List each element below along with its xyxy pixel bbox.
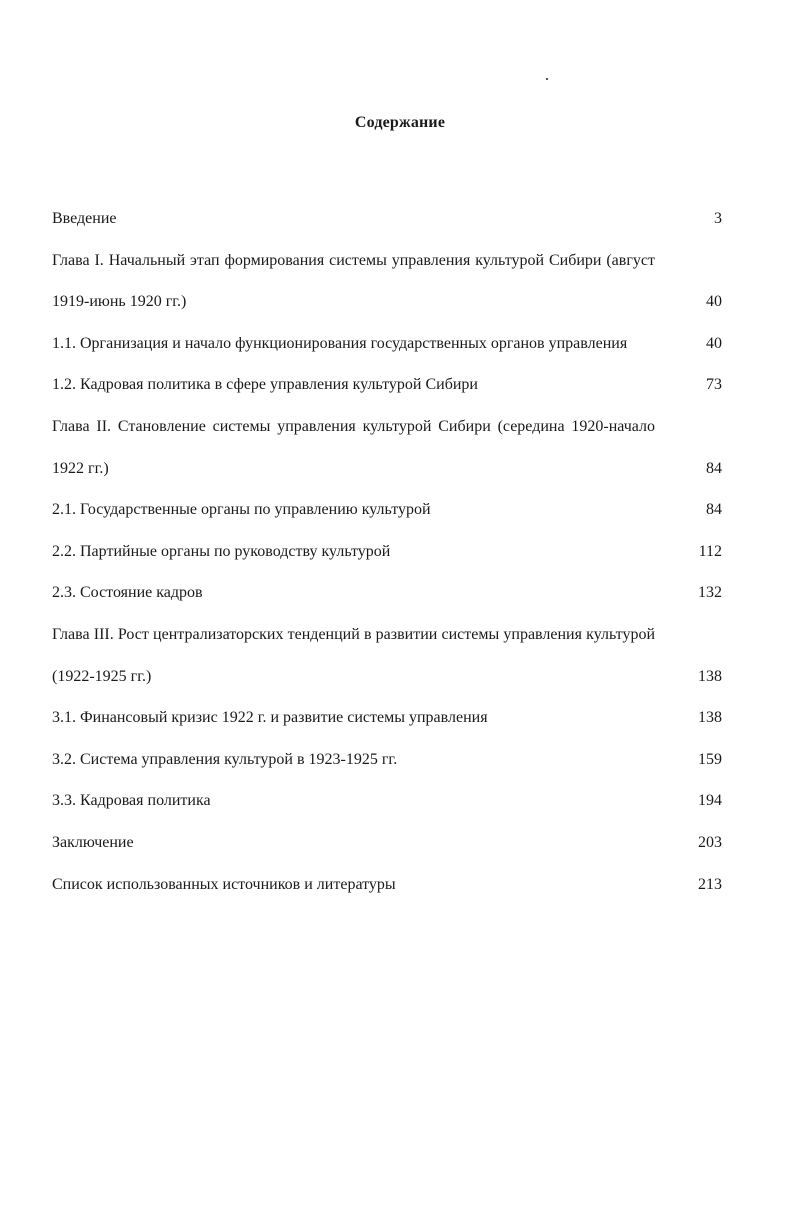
toc-entry-section-1-1[interactable] (52, 323, 722, 365)
toc-entry-text: 3.2. Система управления культурой в 1923-1925 гг. (52, 750, 398, 768)
page-title: Содержание (354, 114, 446, 131)
toc-entry-section-3-2[interactable] (52, 739, 722, 781)
toc-entry-introduction[interactable] (52, 198, 722, 240)
toc-entry-text: 2.3. Состояние кадров (52, 584, 203, 602)
toc-entry-page: 213 (698, 875, 722, 893)
toc-entry-text: 1.2. Кадровая политика в сфере управления культурой Сибири (52, 376, 478, 394)
toc-entry-text: Глава I. Начальный этап формирования системы управления культурой Сибири (август 1919-июнь 1920 гг.) (52, 251, 655, 311)
toc-entry-section-3-1[interactable] (52, 697, 722, 739)
toc-entry-text: Введение (52, 210, 117, 227)
toc-entry-text: 3.1. Финансовый кризис 1922 г. и развитие системы управления (52, 709, 488, 727)
toc-entry-page: 40 (706, 293, 722, 311)
toc-entry-chapter-1[interactable] (52, 240, 722, 323)
toc-entry-page: 112 (698, 542, 722, 560)
toc-entry-text: Глава II. Становление системы управления культурой Сибири (середина 1920-начало 1922 гг.) (52, 417, 655, 477)
toc-entry-page: 3 (714, 210, 722, 227)
toc-entry-page: 84 (706, 459, 722, 477)
toc-entry-page: 194 (698, 792, 722, 810)
toc-entry-section-3-3[interactable] (52, 780, 722, 822)
toc-entry-text: 2.2. Партийные органы по руководству культурой (52, 542, 391, 560)
toc-entry-page: 138 (698, 709, 722, 727)
toc-entry-page: 132 (698, 584, 722, 602)
toc-entry-page: 159 (698, 750, 722, 768)
toc-entry-text: 1.1. Организация и начало функционирования государственных органов управления (52, 334, 628, 352)
toc-entry-section-2-2[interactable] (52, 531, 722, 573)
toc-entry-page: 138 (698, 667, 722, 685)
toc-entry-chapter-3[interactable] (52, 614, 722, 697)
toc-entry-section-2-3[interactable] (52, 572, 722, 614)
toc-entry-text: Список использованных источников и литературы (52, 875, 396, 893)
toc-entry-page: 203 (698, 833, 722, 851)
toc-entry-page: 84 (706, 501, 722, 519)
toc-entry-page: 40 (706, 334, 722, 352)
toc-entry-page: 73 (706, 376, 722, 394)
toc-entry-conclusion[interactable] (52, 822, 722, 864)
toc-entry-bibliography[interactable] (52, 864, 722, 906)
toc-entry-text: Глава III. Рост централизаторских тенденций в развитии системы управления культурой (1922-1925 гг.) (52, 625, 655, 685)
toc-entry-section-1-2[interactable] (52, 364, 722, 406)
toc-entry-text: 2.1. Государственные органы по управлению культурой (52, 501, 431, 519)
table-of-contents (52, 198, 722, 905)
toc-entry-text: 3.3. Кадровая политика (52, 792, 211, 810)
toc-entry-text: Заключение (52, 833, 134, 851)
toc-entry-section-2-1[interactable] (52, 489, 722, 531)
toc-entry-chapter-2[interactable] (52, 406, 722, 489)
scan-speck (546, 78, 548, 80)
